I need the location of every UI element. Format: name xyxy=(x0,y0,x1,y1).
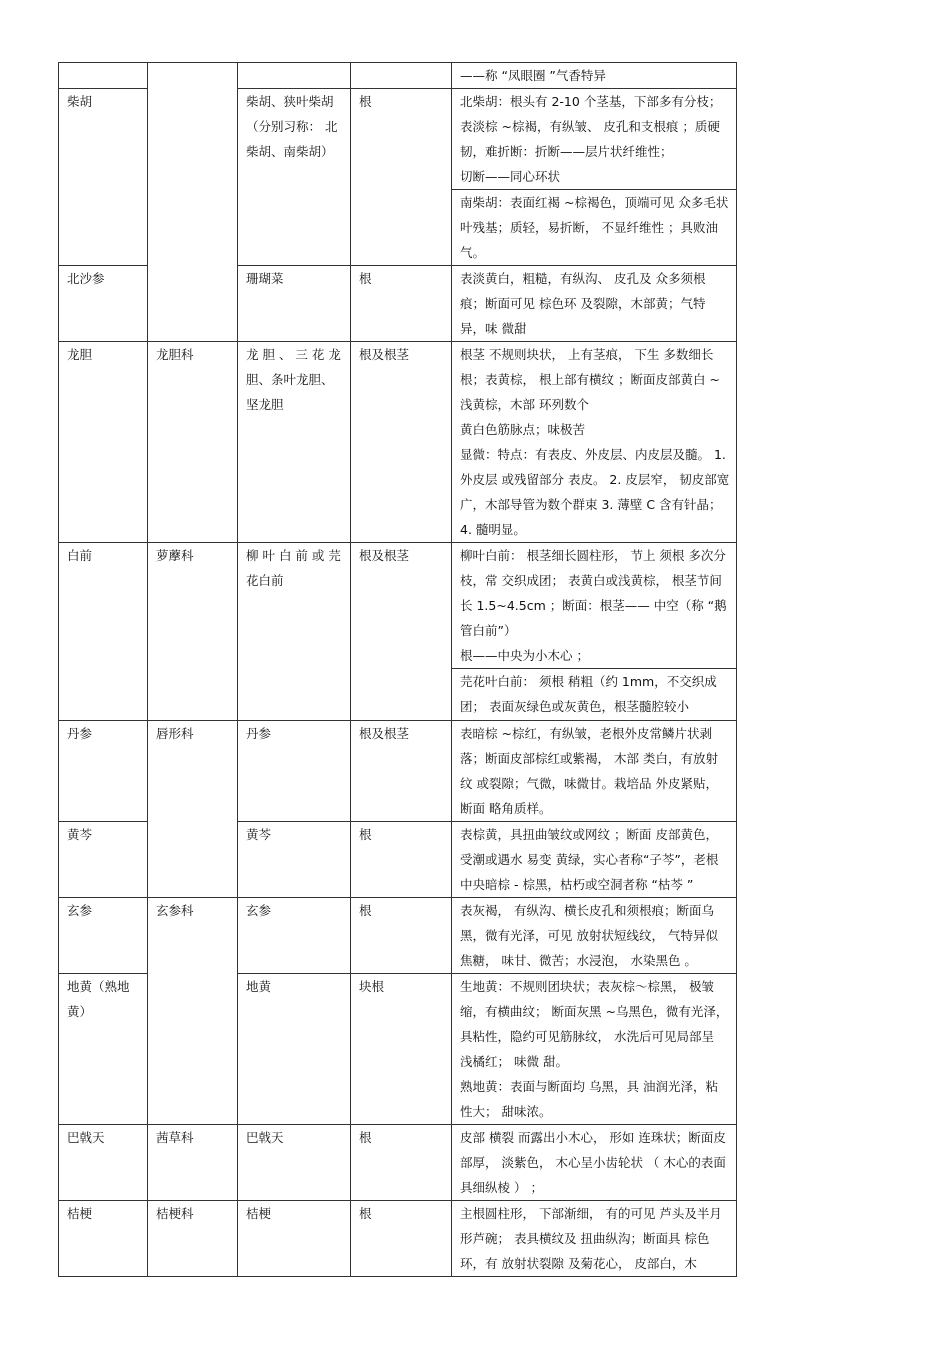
description-text: 生地黄：不规则团块状；表灰棕～棕黑， 极皱缩，有横曲纹； 断面灰黑 ~乌黑色，微有光泽，具粘性，隐约可见筋脉纹， 水洗后可见局部呈 浅橘红； 味微 甜。 xyxy=(460,979,729,1069)
description-cell xyxy=(452,898,737,974)
family-cell xyxy=(148,63,238,342)
family-cell: 茜草科 xyxy=(148,1125,238,1201)
description-text: 根茎 不规则块状， 上有茎痕， 下生 多数细长根；表黄棕， 根上部有横纹 ；断面皮部黄白 ~浅黄棕，木部 环列数个 xyxy=(460,347,720,412)
herb-name-cell: 丹参 xyxy=(59,721,148,822)
description-cell xyxy=(452,89,737,190)
source-cell: 桔梗 xyxy=(238,1201,351,1277)
source-cell: 玄参 xyxy=(238,898,351,974)
family-cell: 唇形科 xyxy=(148,721,238,898)
table-row xyxy=(59,63,737,89)
source-cell: 柴胡、狭叶柴胡（分别习称： 北柴胡、南柴胡） xyxy=(238,89,351,266)
description-text: 柳叶白前： 根茎细长圆柱形， 节上 须根 多次分枝，常 交织成团； 表黄白或浅黄棕， 根茎节间长 1.5~4.5cm ；断面：根茎—— 中空（称 “鹅管白前”） xyxy=(460,548,727,638)
part-cell: 根及根茎 xyxy=(351,543,452,721)
description-cell xyxy=(452,266,737,342)
source-cell: 龙 胆 、 三 花 龙 胆、条叶龙胆、坚龙胆 xyxy=(238,342,351,543)
source-cell: 丹参 xyxy=(238,721,351,822)
herb-name-cell: 黄芩 xyxy=(59,822,148,898)
table-row xyxy=(59,543,737,669)
family-cell: 龙胆科 xyxy=(148,342,238,543)
herb-name-cell: 地黄（熟地黄） xyxy=(59,974,148,1125)
source-cell: 地黄 xyxy=(238,974,351,1125)
description-cell xyxy=(452,822,737,898)
description-cell xyxy=(452,721,737,822)
herb-name-cell: 桔梗 xyxy=(59,1201,148,1277)
description-text: 黄白色筋脉点；味极苦 xyxy=(460,422,586,437)
description-cell xyxy=(452,1125,737,1201)
description-text: ——称 “凤眼圈 ”气香特异 xyxy=(460,68,606,83)
description-text: 南柴胡：表面红褐 ~棕褐色，顶端可见 众多毛状叶残基；质轻，易折断， 不显纤维性 ；具败油气。 xyxy=(460,195,729,260)
table-row xyxy=(59,898,737,974)
source-cell: 珊瑚菜 xyxy=(238,266,351,342)
family-cell: 玄参科 xyxy=(148,898,238,1125)
description-cell xyxy=(452,974,737,1125)
source-cell: 柳 叶 白 前 或 芫 花白前 xyxy=(238,543,351,721)
description-text: 表淡黄白，粗糙，有纵沟、 皮孔及 众多须根痕；断面可见 棕色环 及裂隙，木部黄；气特异，味 微甜 xyxy=(460,271,706,336)
herb-name-cell: 龙胆 xyxy=(59,342,148,543)
herb-table xyxy=(58,62,737,1277)
description-cell xyxy=(452,1201,737,1277)
description-text: 皮部 横裂 而露出小木心， 形如 连珠状；断面皮部厚， 淡紫色， 木心呈小齿轮状 （ 木心的表面具细纵棱 ） ； xyxy=(460,1130,726,1195)
description-cell xyxy=(452,63,737,89)
herb-name-cell: 北沙参 xyxy=(59,266,148,342)
herb-name-cell: 柴胡 xyxy=(59,89,148,266)
herb-name-cell xyxy=(59,63,148,89)
part-cell: 根及根茎 xyxy=(351,342,452,543)
description-text: 表灰褐， 有纵沟、横长皮孔和须根痕；断面乌黑，微有光泽，可见 放射状短线纹， 气特异似焦糖， 味甘、微苦；水浸泡， 水染黑色 。 xyxy=(460,903,718,968)
description-text: 表暗棕 ~棕红，有纵皱，老根外皮常鳞片状剥落；断面皮部棕红或紫褐， 木部 类白，有放射纹 或裂隙；气微，味微甘。栽培品 外皮紧贴，断面 略角质样。 xyxy=(460,726,718,816)
family-cell: 桔梗科 xyxy=(148,1201,238,1277)
part-cell: 根 xyxy=(351,266,452,342)
description-cell xyxy=(452,342,737,543)
description-text: 主根圆柱形， 下部渐细， 有的可见 芦头及半月形芦碗； 表具横纹及 扭曲纵沟；断面具 棕色环，有 放射状裂隙 及菊花心， 皮部白，木 xyxy=(460,1206,722,1271)
source-cell: 巴戟天 xyxy=(238,1125,351,1201)
herb-name-cell: 巴戟天 xyxy=(59,1125,148,1201)
description-text: 北柴胡：根头有 2-10 个茎基，下部多有分枝；表淡棕 ~棕褐，有纵皱、 皮孔和支根痕 ；质硬韧，难折断：折断——层片状纤维性； xyxy=(460,94,722,159)
herb-name-cell: 玄参 xyxy=(59,898,148,974)
table-row xyxy=(59,1125,737,1201)
description-cell xyxy=(452,669,737,721)
part-cell: 根 xyxy=(351,1125,452,1201)
table-row xyxy=(59,342,737,543)
part-cell: 根 xyxy=(351,898,452,974)
part-cell: 根 xyxy=(351,822,452,898)
description-text: 表棕黄，具扭曲皱纹或网纹 ；断面 皮部黄色，受潮或遇水 易变 黄绿，实心者称“子芩”，老根中央暗棕 - 棕黑，枯朽或空洞者称 “枯芩 ” xyxy=(460,827,719,892)
description-cell xyxy=(452,543,737,669)
description-text: 切断——同心环状 xyxy=(460,169,561,184)
source-cell: 黄芩 xyxy=(238,822,351,898)
table-row xyxy=(59,1201,737,1277)
description-text: 显微：特点：有表皮、外皮层、内皮层及髓。 1. 外皮层 或残留部分 表皮。 2. 皮层窄， 韧皮部宽广，木部导管为数个群束 3. 薄壁 C 含有针晶； 4. 髓明显。 xyxy=(460,447,730,537)
part-cell: 根 xyxy=(351,1201,452,1277)
source-cell xyxy=(238,63,351,89)
description-text: 芫花叶白前： 须根 稍粗（约 1mm，不交织成团； 表面灰绿色或灰黄色，根茎髓腔较小 xyxy=(460,674,717,714)
part-cell: 根 xyxy=(351,89,452,266)
part-cell: 块根 xyxy=(351,974,452,1125)
table-row xyxy=(59,721,737,822)
family-cell: 萝藦科 xyxy=(148,543,238,721)
description-text: 根——中央为小木心 ； xyxy=(460,648,589,663)
part-cell: 根及根茎 xyxy=(351,721,452,822)
description-cell xyxy=(452,190,737,266)
herb-name-cell: 白前 xyxy=(59,543,148,721)
description-text: 熟地黄：表面与断面均 乌黑，具 油润光泽，粘性大； 甜味浓。 xyxy=(460,1079,718,1119)
part-cell xyxy=(351,63,452,89)
